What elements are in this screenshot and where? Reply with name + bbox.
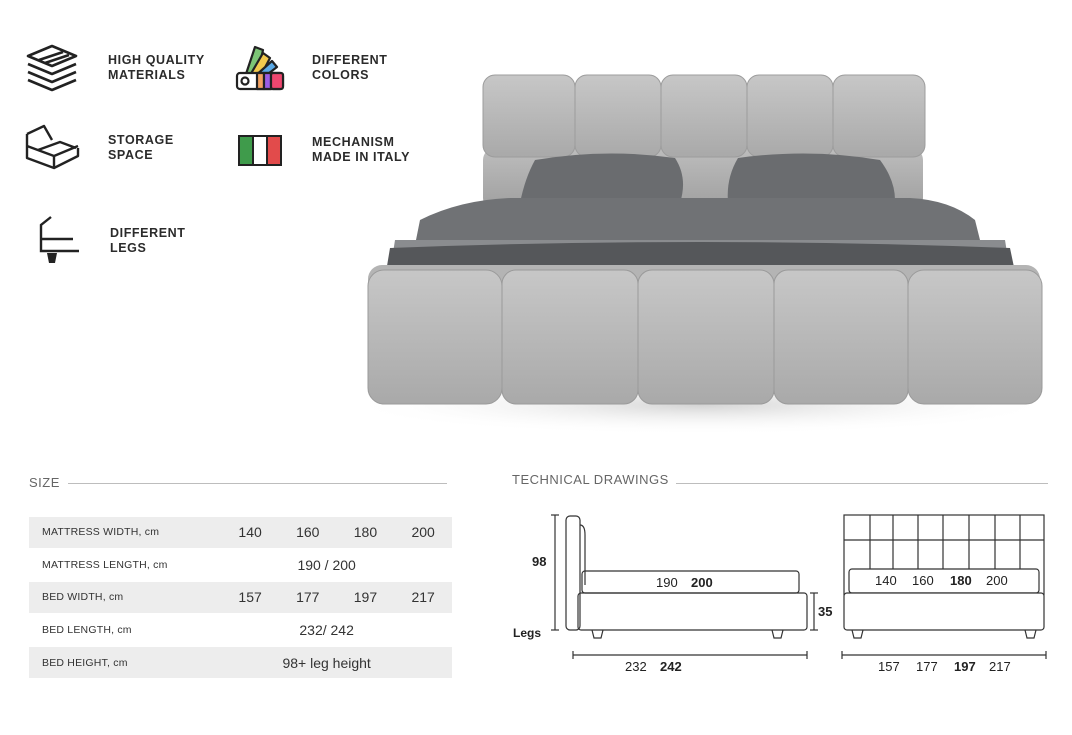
- front-bed-width-label: 197: [954, 659, 976, 674]
- front-bed-widths: [878, 659, 1011, 674]
- row-label: BED LENGTH, cm: [29, 615, 221, 648]
- italy-flag-icon: [232, 124, 288, 176]
- headboard-tufts: [483, 75, 925, 157]
- technical-drawings: [505, 505, 1065, 685]
- drawings-section-title: TECHNICAL DRAWINGS: [512, 472, 669, 487]
- side-height-label: 98: [532, 554, 547, 569]
- table-cell: 98+ leg height: [221, 647, 452, 680]
- table-cell: 157: [221, 582, 279, 615]
- size-table: [29, 517, 452, 680]
- front-view-drawing: [842, 515, 1046, 659]
- drawings-divider: [676, 483, 1048, 484]
- feature-different-legs: [28, 215, 186, 267]
- side-legs-label: Legs: [513, 626, 542, 640]
- size-divider: [68, 483, 447, 484]
- table-cell: 217: [394, 582, 452, 615]
- table-cell: 200: [394, 517, 452, 550]
- feature-label: STORAGE SPACE: [108, 133, 174, 162]
- table-row-mattress-length: [29, 550, 452, 583]
- side-base-height: 35: [818, 604, 833, 619]
- table-row-mattress-width: [29, 517, 452, 550]
- side-mattress-long: 200: [691, 575, 713, 590]
- table-row-bed-width: [29, 582, 452, 615]
- feature-high-quality-materials: [24, 42, 205, 94]
- front-bed-width-label: 177: [916, 659, 938, 674]
- table-cell: 177: [279, 582, 337, 615]
- row-label: BED WIDTH, cm: [29, 582, 221, 615]
- front-mattress-width-label: 200: [986, 573, 1008, 588]
- storage-bed-icon: [24, 122, 80, 174]
- row-label: MATTRESS WIDTH, cm: [29, 517, 221, 550]
- side-length-long: 242: [660, 659, 682, 674]
- table-cell: 140: [221, 517, 279, 550]
- front-mattress-width-label: 180: [950, 573, 972, 588]
- side-length-short: 232: [625, 659, 647, 674]
- front-bed-width-label: 217: [989, 659, 1011, 674]
- feature-label: DIFFERENT COLORS: [312, 53, 388, 82]
- front-bed-width-label: 157: [878, 659, 900, 674]
- bed-frame-tufts: [368, 270, 1042, 404]
- front-mattress-width-label: 160: [912, 573, 934, 588]
- row-label: BED HEIGHT, cm: [29, 647, 221, 680]
- bed-illustration: [350, 60, 1060, 460]
- table-row-bed-length: [29, 615, 452, 648]
- feature-storage-space: [24, 122, 174, 174]
- front-mattress-width-label: 140: [875, 573, 897, 588]
- table-row-bed-height: [29, 647, 452, 680]
- pillow-right: [728, 153, 895, 205]
- layers-icon: [24, 42, 80, 94]
- feature-label: MECHANISM MADE IN ITALY: [312, 135, 411, 164]
- table-cell: 197: [337, 582, 395, 615]
- color-palette-icon: [232, 42, 288, 94]
- table-cell: 190 / 200: [221, 550, 452, 583]
- feature-label: HIGH QUALITY MATERIALS: [108, 53, 205, 82]
- table-cell: 180: [337, 517, 395, 550]
- feature-label: DIFFERENT LEGS: [110, 226, 186, 255]
- table-cell: 232/ 242: [221, 615, 452, 648]
- size-section-title: SIZE: [29, 475, 60, 490]
- side-view-drawing: [551, 515, 818, 659]
- row-label: MATTRESS LENGTH, cm: [29, 550, 221, 583]
- side-mattress-short: 190: [656, 575, 678, 590]
- table-cell: 160: [279, 517, 337, 550]
- bed-leg-icon: [28, 215, 84, 267]
